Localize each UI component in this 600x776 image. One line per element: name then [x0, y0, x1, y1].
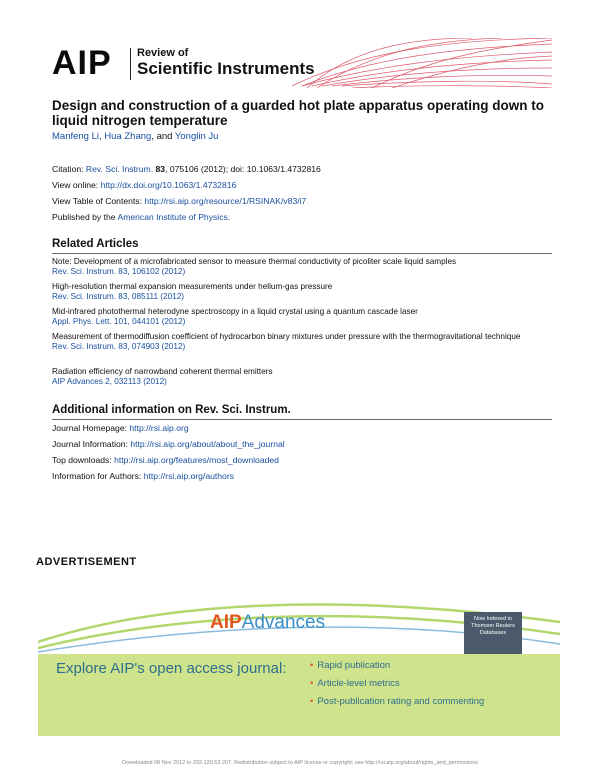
related-article-item [52, 332, 552, 352]
section-divider [52, 419, 552, 420]
authors-info-line: Information for Authors: http://rsi.aip.org/authors [52, 471, 234, 481]
ad-bullet-item: • Post-publication rating and commenting [310, 696, 485, 707]
doi-link[interactable]: http://dx.doi.org/10.1063/1.4732816 [100, 180, 237, 190]
journal-name-line2: Scientific Instruments [137, 59, 315, 78]
ad-bottom-panel [38, 654, 560, 736]
advertisement-banner[interactable] [38, 582, 560, 736]
citation-journal-link[interactable]: Rev. Sci. Instrum. [85, 164, 154, 174]
journal-info-link[interactable]: http://rsi.aip.org/about/about_the_journal [130, 439, 285, 449]
toc-line: View Table of Contents: http://rsi.aip.org/resource/1/RSINAK/v83/i7 [52, 196, 307, 206]
journal-info-line: Journal Information: http://rsi.aip.org/about/about_the_journal [52, 439, 285, 449]
related-article-title[interactable]: Mid-infrared photothermal heterodyne spectroscopy in a liquid crystal using a quantum cascade laser [52, 307, 418, 316]
author-separator: and [156, 131, 173, 142]
related-article-ref[interactable]: Appl. Phys. Lett. 101, 044101 (2012) [52, 317, 186, 326]
related-articles-heading: Related Articles [52, 238, 139, 250]
toc-link[interactable]: http://rsi.aip.org/resource/1/RSINAK/v83/i7 [144, 196, 307, 206]
related-article-item [52, 367, 552, 387]
journal-homepage-link[interactable]: http://rsi.aip.org [129, 423, 189, 433]
additional-info-heading: Additional information on Rev. Sci. Instrum. [52, 404, 291, 416]
ad-headline: Explore AIP's open access journal: [56, 660, 287, 677]
advertisement-label: ADVERTISEMENT [36, 556, 137, 568]
bullet-dot-icon: • [310, 696, 314, 707]
aip-logo: AIP [52, 44, 112, 82]
related-article-title[interactable]: Measurement of thermodiffusion coefficient of hydrocarbon binary mixtures under pressure with the thermogravitational technique [52, 332, 521, 341]
top-downloads-link[interactable]: http://rsi.aip.org/features/most_downloaded [114, 455, 279, 465]
related-article-item [52, 257, 552, 277]
related-article-ref[interactable]: Rev. Sci. Instrum. 83, 085111 (2012) [52, 292, 184, 301]
citation-line: Citation: Rev. Sci. Instrum. 83, 075106 (2012); doi: 10.1063/1.4732816 [52, 164, 321, 174]
related-article-item [52, 307, 552, 327]
journal-name-line1: Review of [137, 47, 189, 59]
indexed-badge: Now Indexed in Thomson Reuters Databases [464, 612, 522, 656]
related-article-ref[interactable]: Rev. Sci. Instrum. 83, 106102 (2012) [52, 267, 186, 276]
author-link[interactable]: Manfeng Li [52, 131, 100, 142]
bullet-dot-icon: • [310, 660, 314, 671]
ad-top-panel [38, 582, 560, 654]
ad-bullet-item: • Article-level metrics [310, 678, 400, 689]
bullet-dot-icon: • [310, 678, 314, 689]
journal-homepage-line: Journal Homepage: http://rsi.aip.org [52, 423, 189, 433]
view-online-line: View online: http://dx.doi.org/10.1063/1.4732816 [52, 180, 237, 190]
authors-info-link[interactable]: http://rsi.aip.org/authors [143, 471, 234, 481]
aip-advances-logo: AIPAdvances [210, 612, 326, 633]
author-link[interactable]: Yonglin Ju [174, 131, 219, 142]
publisher-link[interactable]: American Institute of Physics [117, 212, 228, 222]
ad-bullet-item: • Rapid publication [310, 660, 391, 671]
related-article-title[interactable]: High-resolution thermal expansion measurements under helium-gas pressure [52, 282, 333, 291]
author-list: Manfeng Li, Hua Zhang, and Yonglin Ju [52, 131, 219, 142]
related-article-title[interactable]: Note: Development of a microfabricated sensor to measure thermal conductivity of picoliter scale liquid samples [52, 257, 457, 266]
download-footer: Downloaded 08 Nov 2012 to 202.120.53.207. Redistribution subject to AIP license or copyright; see http://rsi.aip.org/about/rights_and_permissions [121, 760, 479, 766]
article-title: Design and construction of a guarded hot plate apparatus operating down to liquid nitrogen temperature [52, 98, 545, 128]
section-divider [52, 253, 552, 254]
logo-divider [130, 48, 131, 80]
related-article-ref[interactable]: Rev. Sci. Instrum. 83, 074903 (2012) [52, 342, 186, 351]
published-line: Published by the American Institute of Physics. [52, 212, 231, 222]
related-article-title[interactable]: Radiation efficiency of narrowband coherent thermal emitters [52, 367, 273, 376]
top-downloads-line: Top downloads: http://rsi.aip.org/features/most_downloaded [52, 455, 279, 465]
author-link[interactable]: Hua Zhang [104, 131, 152, 142]
related-article-item [52, 282, 552, 302]
related-article-ref[interactable]: AIP Advances 2, 032113 (2012) [52, 377, 167, 386]
